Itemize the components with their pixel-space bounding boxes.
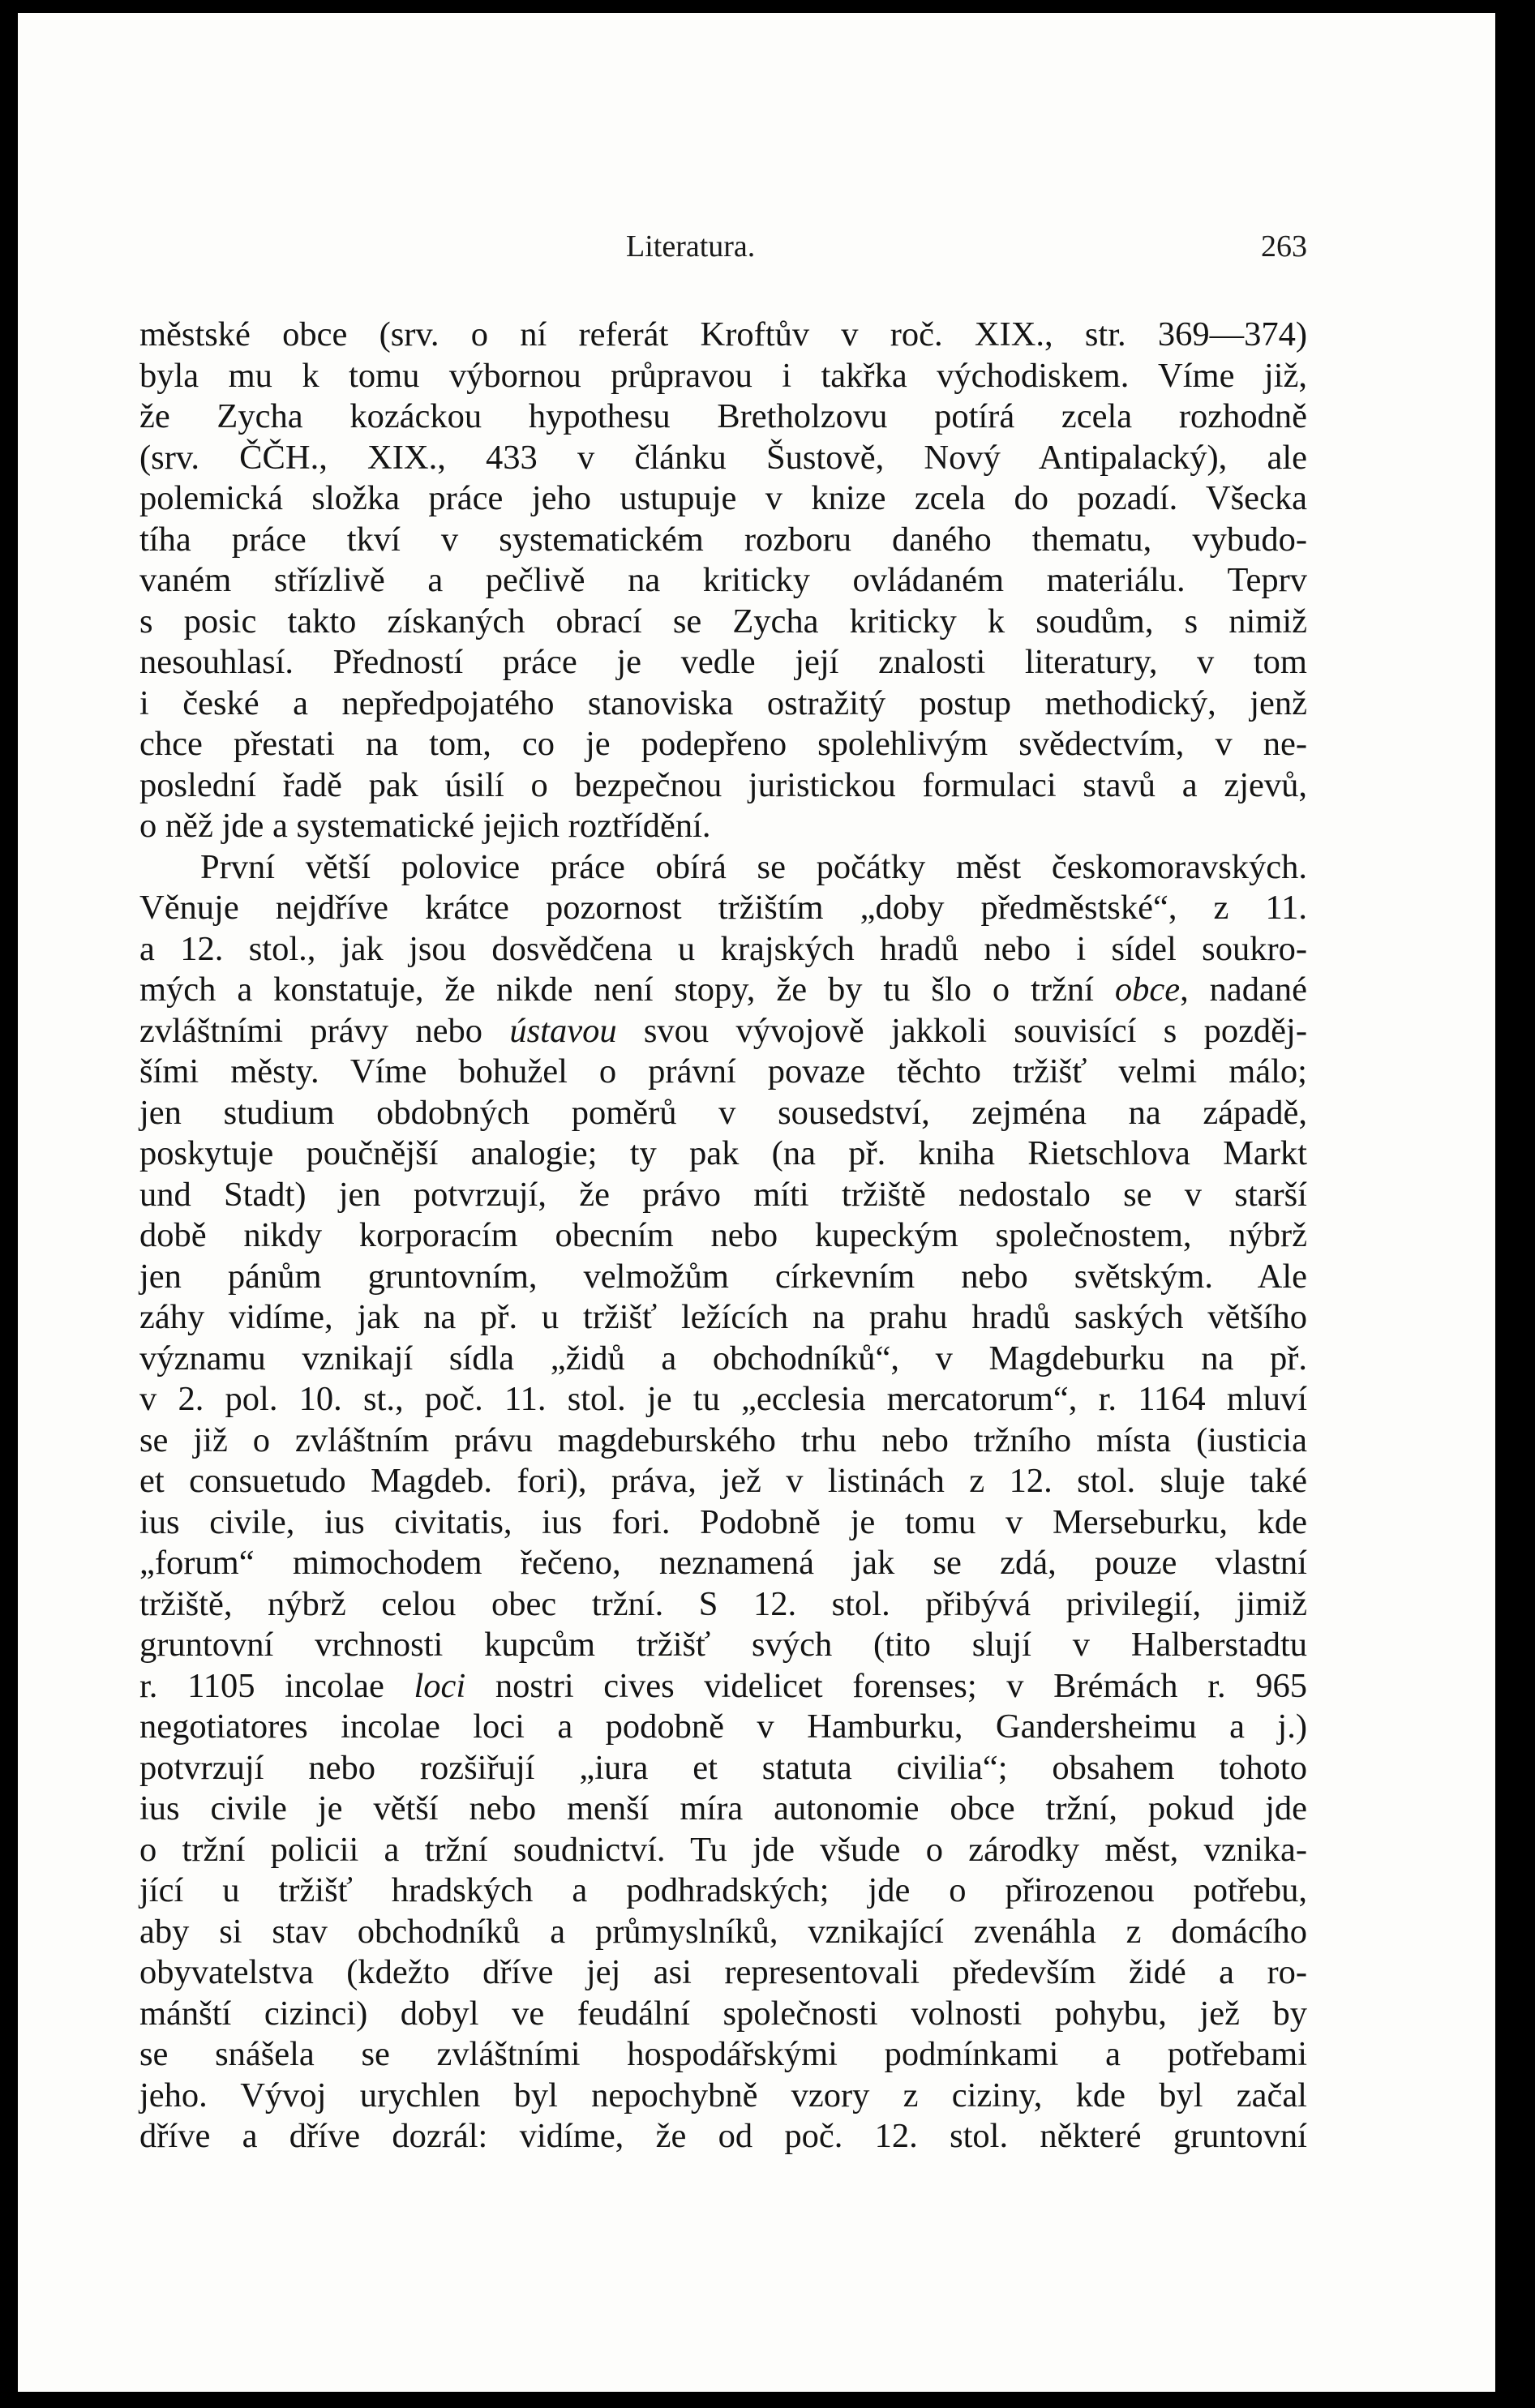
text-line: jen studium obdobných poměrů v sousedství, zejména na západě, [139,1093,1307,1132]
running-title: Literatura. [626,229,756,264]
text-line: dříve a dříve dozrál: vidíme, že od poč. 12. stol. některé gruntovní [139,2117,1307,2155]
italic-term: ústavou [509,1011,617,1050]
running-header [139,229,1307,277]
text-line: a 12. stol., jak jsou dosvědčena u krajských hradů nebo i sídel soukro- [139,929,1307,968]
text-line: ius civile je větší nebo menší míra autonomie obce tržní, pokud jde [139,1789,1307,1827]
text-line: mánští cizinci) dobyl ve feudální společnosti volnosti pohybu, jež by [139,1994,1307,2033]
text-line: o tržní policii a tržní soudnictví. Tu jde všude o zárodky měst, vznika- [139,1830,1307,1869]
text-line: vaném střízlivě a pečlivě na kriticky ovládaném materiálu. Teprv [139,561,1307,599]
text-line: et consuetudo Magdeb. fori), práva, jež v listinách z 12. stol. sluje také [139,1462,1307,1500]
text-line: obyvatelstva (kdežto dříve jej asi representovali především židé a ro- [139,1953,1307,1991]
text-line: poskytuje poučnější analogie; ty pak (na př. kniha Rietschlova Markt [139,1134,1307,1172]
text-segment: nostri cives videlicet forenses; v Brémách r. 965 [495,1666,1308,1705]
text-line: „forum“ mimochodem řečeno, neznamená jak se zdá, pouze vlastní [139,1544,1307,1582]
text-line: době nikdy korporacím obecním nebo kupeckým společnostem, nýbrž [139,1216,1307,1254]
text-line: se již o zvláštním právu magdeburského trhu nebo tržního místa (iusticia [139,1420,1307,1459]
italic-term: obce [1114,970,1181,1009]
text-line: šími městy. Víme bohužel o právní povaze těchto tržišť velmi málo; [139,1052,1307,1090]
text-line: o něž jde a systematické jejich roztřídění. [139,807,711,845]
text-line: byla mu k tomu výbornou průpravou i takřka východiskem. Víme již, [139,356,1307,395]
text-line [139,1666,1307,1707]
text-line: tržiště, nýbrž celou obec tržní. S 12. stol. přibývá privilegií, jimiž [139,1584,1307,1623]
text-line: polemická složka práce jeho ustupuje v knize zcela do pozadí. Všecka [139,479,1307,517]
text-segment: zvláštními právy nebo [139,1011,483,1050]
text-line: jen pánům gruntovním, velmožům církevním nebo světským. Ale [139,1257,1307,1296]
text-segment: r. 1105 incolae [139,1666,384,1705]
text-segment: mých a konstatuje, že nikde není stopy, že by tu šlo o tržní [139,970,1094,1009]
text-line: tíha práce tkví v systematickém rozboru daného thematu, vybudo- [139,520,1307,559]
text-line: (srv. ČČH., XIX., 433 v článku Šustově, Nový Antipalacký), ale [139,438,1307,477]
text-line: poslední řadě pak úsilí o bezpečnou juristickou formulaci stavů a zjevů, [139,765,1307,804]
text-line: městské obce (srv. o ní referát Kroftův v roč. XIX., str. 369—374) [139,315,1307,353]
text-line: nesouhlasí. Předností práce je vedle její znalosti literatury, v tom [139,643,1307,681]
text-line [139,970,1307,1011]
text-line: und Stadt) jen potvrzují, že právo míti tržiště nedostalo se v starší [139,1175,1307,1214]
text-line: chce přestati na tom, co je podepřeno spolehlivým svědectvím, v ne- [139,725,1307,763]
text-line: Věnuje nejdříve krátce pozornost tržištím „doby předměstské“, z 11. [139,889,1307,927]
text-line: jící u tržišť hradských a podhradských; jde o přirozenou potřebu, [139,1871,1307,1909]
text-line [139,1011,1307,1052]
text-line: První větší polovice práce obírá se počátky měst českomoravských. [200,847,1307,886]
text-line: aby si stav obchodníků a průmyslníků, vznikající zvenáhla z domácího [139,1912,1307,1951]
text-line: negotiatores incolae loci a podobně v Hamburku, Gandersheimu a j.) [139,1707,1307,1746]
text-line: že Zycha kozáckou hypothesu Bretholzovu potírá zcela rozhodně [139,397,1307,435]
text-line: i české a nepředpojatého stanoviska ostražitý postup methodický, jenž [139,683,1307,722]
text-line: v 2. pol. 10. st., poč. 11. stol. je tu „ecclesia mercatorum“, r. 1164 mluví [139,1380,1307,1418]
page-number: 263 [1261,229,1307,264]
text-line: gruntovní vrchnosti kupcům tržišť svých (tito slují v Halberstadtu [139,1626,1307,1664]
text-line: se snášela se zvláštními hospodářskými podmínkami a potřebami [139,2035,1307,2073]
text-segment: , nadané [1180,970,1307,1009]
scanned-page [18,13,1495,2392]
text-line: významu vznikají sídla „židů a obchodníků“, v Magdeburku na př. [139,1339,1307,1378]
text-line: potvrzují nebo rozšiřují „iura et statuta civilia“; obsahem tohoto [139,1748,1307,1787]
text-line: jeho. Vývoj urychlen byl nepochybně vzory z ciziny, kde byl začal [139,2076,1307,2114]
body-text [139,315,1307,2157]
text-line: ius civile, ius civitatis, ius fori. Podobně je tomu v Merseburku, kde [139,1502,1307,1541]
text-segment: svou vývojově jakkoli souvisící s pozděj- [643,1011,1308,1050]
italic-term: loci [414,1666,466,1705]
text-line: s posic takto získaných obrací se Zycha kriticky k soudům, s nimiž [139,602,1307,641]
text-line: záhy vidíme, jak na př. u tržišť ležících na prahu hradů saských většího [139,1298,1307,1336]
